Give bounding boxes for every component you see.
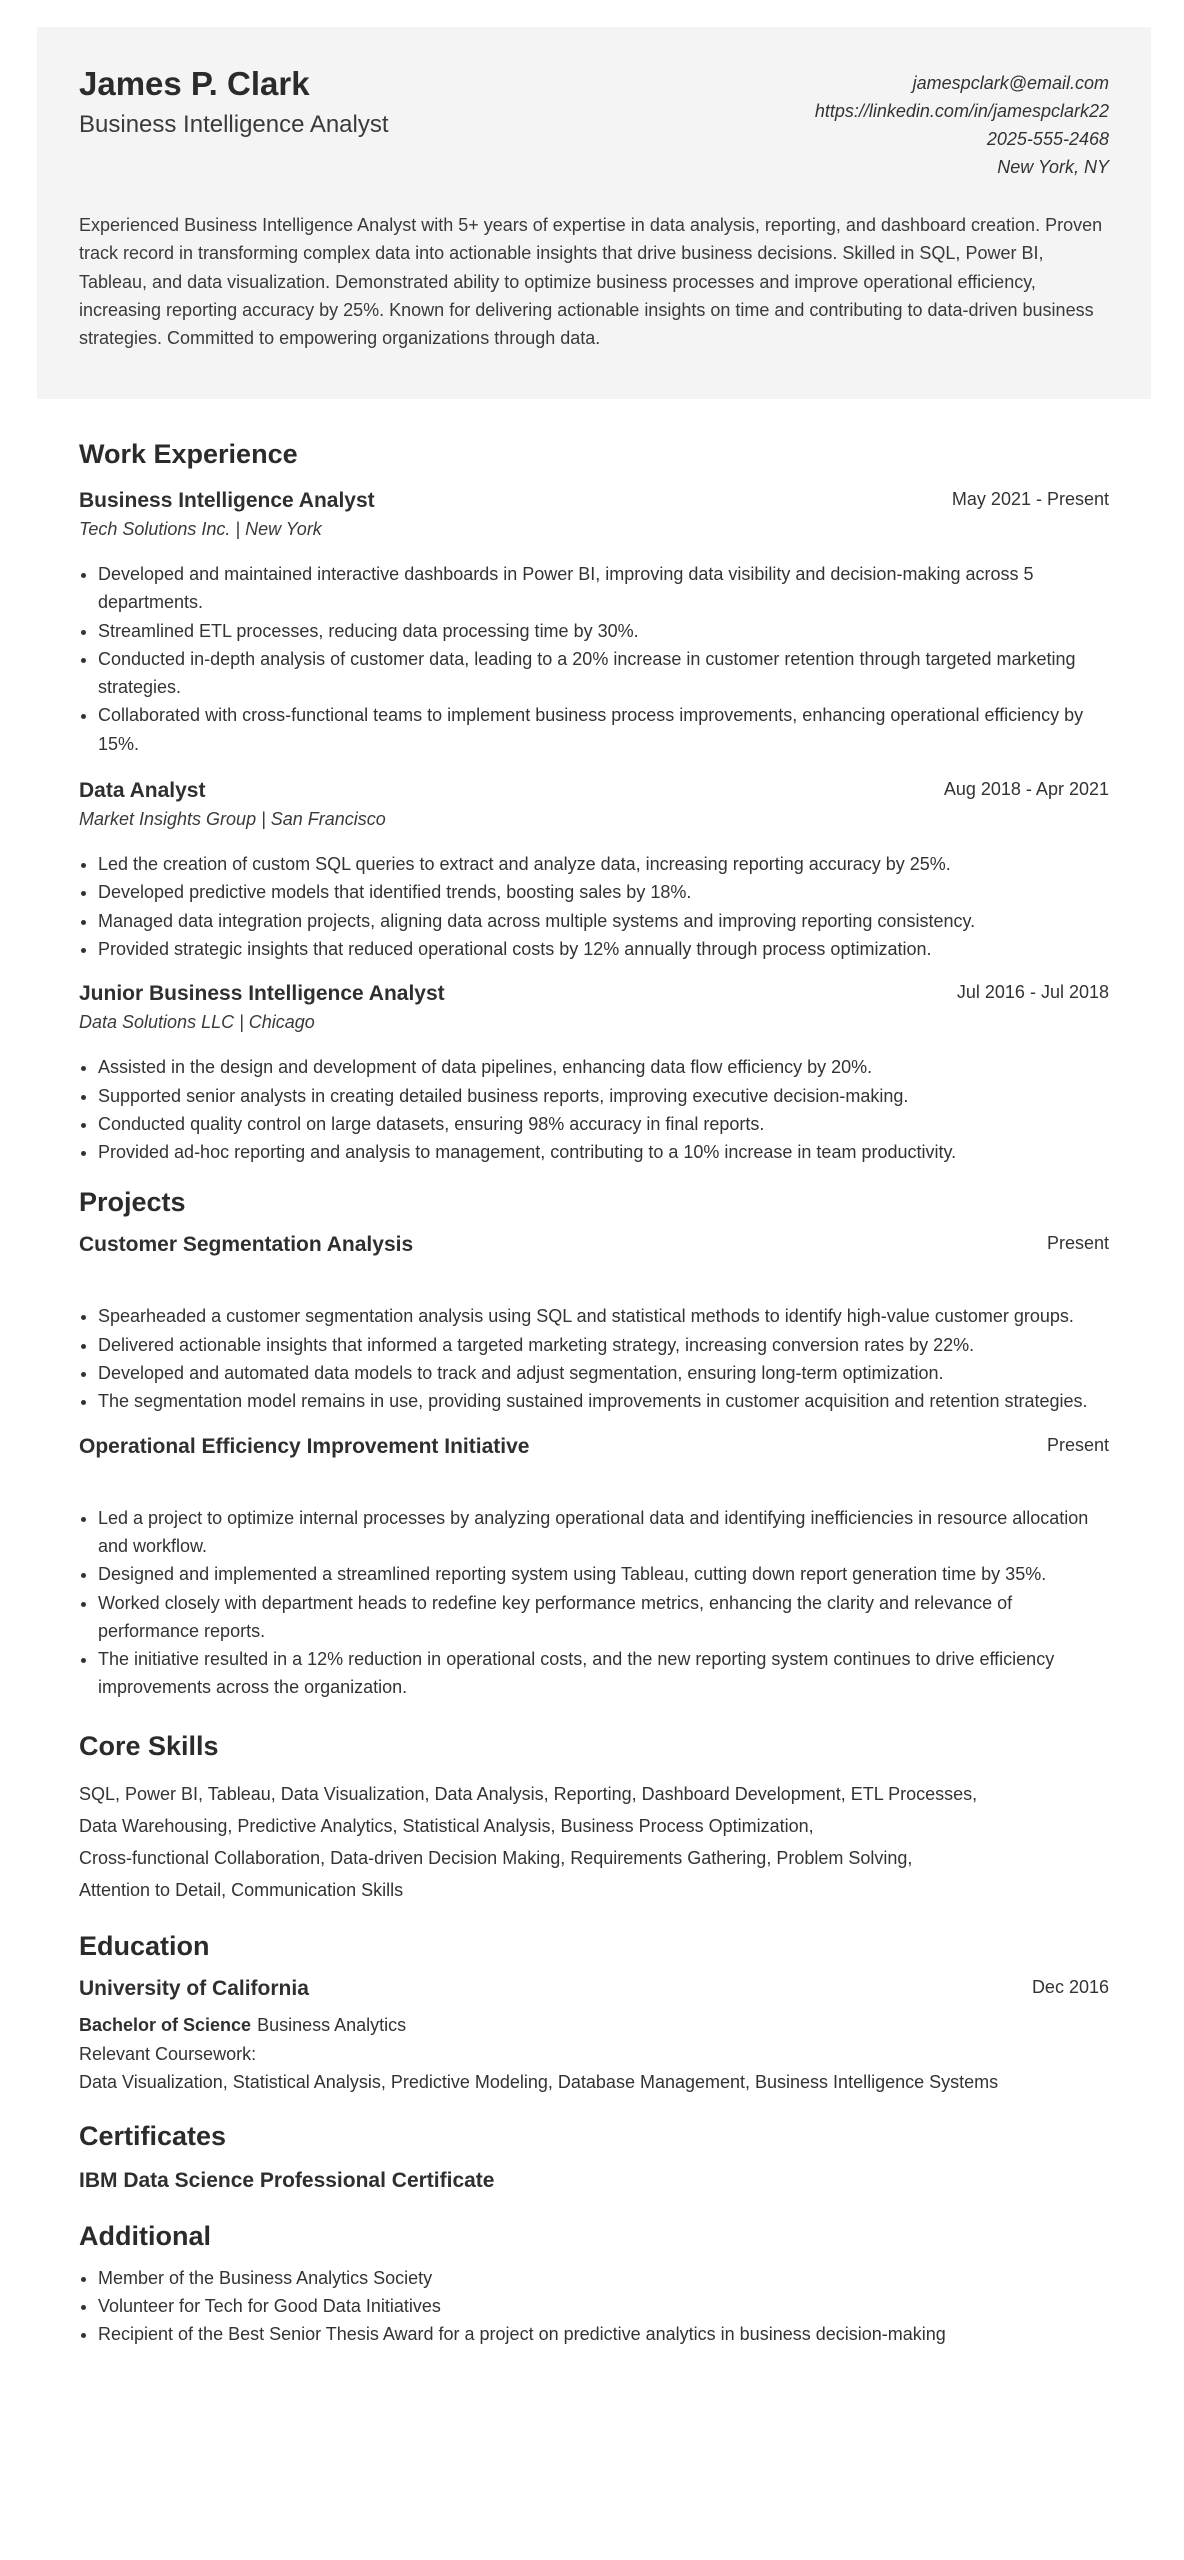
job-title: Business Intelligence Analyst [79, 489, 375, 512]
resume-body [79, 434, 1109, 2349]
resume-header [37, 27, 1151, 399]
job-company: Data Solutions LLC | Chicago [79, 1012, 315, 1033]
project-title: Operational Efficiency Improvement Initiative [79, 1434, 530, 1458]
project-entry [79, 1432, 1109, 1702]
coursework-list: Data Visualization, Statistical Analysis, Predictive Modeling, Database Management, Business Intelligence Systems [79, 2071, 999, 2092]
job-entry [79, 979, 1109, 1166]
degree: Bachelor of Science [79, 2014, 252, 2035]
list-item: • Led a project to optimize internal processes by analyzing operational data and identifying inefficiencies in resource allocation and workflow. [98, 1504, 1109, 1561]
list-item: • Conducted quality control on large datasets, ensuring 98% accuracy in final reports. [98, 1110, 1109, 1138]
list-item: • Collaborated with cross-functional teams to implement business process improvements, enhancing operational efficiency by 15%. [98, 701, 1109, 758]
list-item: • Conducted in-depth analysis of customer data, leading to a 20% increase in customer retention through targeted marketing strategies. [98, 645, 1109, 702]
list-item: • Spearheaded a customer segmentation analysis using SQL and statistical methods to identify high-value customer groups. [98, 1302, 1109, 1330]
section-title-certificates: Certificates [79, 2120, 227, 2151]
list-item: • Supported senior analysts in creating detailed business reports, improving executive decision-making. [98, 1082, 1109, 1110]
profile-summary: Experienced Business Intelligence Analyst with 5+ years of expertise in data analysis, reporting, and dashboard creation. Proven track record in transforming complex data into actionable insights that drive business decisions. Skilled in SQL, Power BI, Tableau, and data visualization. Demonstrated ability to optimize business processes and improve operational efficiency, increasing reporting accuracy by 25%. Known for delivering actionable insights on time and contributing to data-driven business strategies. Committed to empowering organizations through data. [79, 215, 1103, 349]
coursework [79, 2040, 1109, 2096]
job-date: May 2021 - Present [951, 489, 1109, 509]
project-bullets [79, 1302, 1109, 1415]
list-item: • Assisted in the design and development of data pipelines, enhancing data flow efficiency by 20%. [98, 1053, 1109, 1081]
coursework-label: Relevant Coursework: [79, 2043, 257, 2064]
additional-list [79, 2264, 1109, 2349]
project-bullets [79, 1504, 1109, 1702]
section-title-work: Work Experience [79, 439, 298, 469]
job-date: Jul 2016 - Jul 2018 [956, 982, 1109, 1003]
section-title-education: Education [79, 1930, 210, 1961]
candidate-name: James P. Clark [79, 65, 310, 102]
work-experience-section [79, 434, 1109, 1166]
list-item: • The initiative resulted in a 12% reduction in operational costs, and the new reporting system continues to drive efficiency improvements across the organization. [98, 1645, 1109, 1702]
degree-field: Business Analytics [257, 2014, 407, 2035]
project-title: Customer Segmentation Analysis [79, 1233, 414, 1257]
skills-line: Attention to Detail, Communication Skills [79, 1879, 404, 1900]
skills-line: Cross-functional Collaboration, Data-driven Decision Making, Requirements Gathering, Problem Solving, [79, 1847, 913, 1868]
education-section [79, 1926, 1109, 2096]
projects-section [79, 1182, 1109, 1701]
list-item: • Recipient of the Best Senior Thesis Award for a project on predictive analytics in business decision-making [98, 2320, 1109, 2348]
list-item: • The segmentation model remains in use, providing sustained improvements in customer acquisition and retention strategies. [98, 1387, 1109, 1415]
list-item: • Developed predictive models that identified trends, boosting sales by 18%. [98, 878, 1109, 906]
list-item: • Provided strategic insights that reduced operational costs by 12% annually through process optimization. [98, 935, 1109, 963]
contact-phone: 2025-555-2468 [986, 129, 1109, 149]
certificate-item: IBM Data Science Professional Certificate [79, 2168, 495, 2192]
job-date: Aug 2018 - Apr 2021 [943, 779, 1109, 800]
job-bullets [79, 1053, 1109, 1166]
certificates-section [79, 2116, 1109, 2196]
list-item: • Member of the Business Analytics Society [98, 2264, 1109, 2292]
degree-line [79, 2010, 1109, 2040]
contact-linkedin[interactable]: https://linkedin.com/in/jamespclark22 [814, 101, 1109, 121]
contact-block [815, 69, 1109, 181]
list-item: • Streamlined ETL processes, reducing data processing time by 30%. [98, 617, 1109, 645]
project-date: Present [1046, 1434, 1109, 1455]
section-title-projects: Projects [79, 1187, 186, 1218]
list-item: • Worked closely with department heads to redefine key performance metrics, enhancing the clarity and relevance of performance reports. [98, 1589, 1109, 1646]
additional-section [79, 2216, 1109, 2349]
list-item: • Provided ad-hoc reporting and analysis to management, contributing to a 10% increase in team productivity. [98, 1138, 1109, 1166]
skills-line: Data Warehousing, Predictive Analytics, Statistical Analysis, Business Process Optimization, [79, 1815, 814, 1836]
list-item: • Managed data integration projects, aligning data across multiple systems and improving reporting consistency. [98, 907, 1109, 935]
job-title: Data Analyst [79, 779, 206, 803]
list-item: • Led the creation of custom SQL queries to extract and analyze data, increasing reporting accuracy by 25%. [98, 850, 1109, 878]
section-title-additional: Additional [79, 2220, 211, 2251]
list-item: • Developed and maintained interactive dashboards in Power BI, improving data visibility and decision-making across 5 departments. [98, 560, 1109, 617]
section-title-skills: Core Skills [79, 1730, 219, 1761]
education-date: Dec 2016 [1031, 1976, 1109, 1997]
list-item: • Delivered actionable insights that informed a targeted marketing strategy, increasing conversion rates by 22%. [98, 1331, 1109, 1359]
job-company: Market Insights Group | San Francisco [79, 809, 386, 830]
school-name: University of California [79, 1976, 309, 2000]
job-title: Junior Business Intelligence Analyst [79, 982, 445, 1006]
project-date: Present [1046, 1233, 1109, 1254]
list-item: • Developed and automated data models to track and adjust segmentation, ensuring long-term optimization. [98, 1359, 1109, 1387]
job-bullets [79, 560, 1109, 758]
contact-location: New York, NY [997, 157, 1109, 177]
contact-email[interactable]: jamespclark@email.com [912, 73, 1109, 93]
candidate-title: Business Intelligence Analyst [79, 111, 389, 138]
project-entry [79, 1230, 1109, 1415]
skills-line: SQL, Power BI, Tableau, Data Visualization, Data Analysis, Reporting, Dashboard Development, ETL Processes, [79, 1783, 978, 1804]
skills-section [79, 1726, 1109, 1906]
job-bullets [79, 850, 1109, 963]
list-item: • Volunteer for Tech for Good Data Initiatives [98, 2292, 1109, 2320]
job-company: Tech Solutions Inc. | New York [79, 519, 322, 539]
job-entry [79, 776, 1109, 963]
skills-list [79, 1778, 1109, 1906]
list-item: • Designed and implemented a streamlined reporting system using Tableau, cutting down report generation time by 35%. [98, 1560, 1109, 1588]
job-entry [79, 486, 1109, 758]
